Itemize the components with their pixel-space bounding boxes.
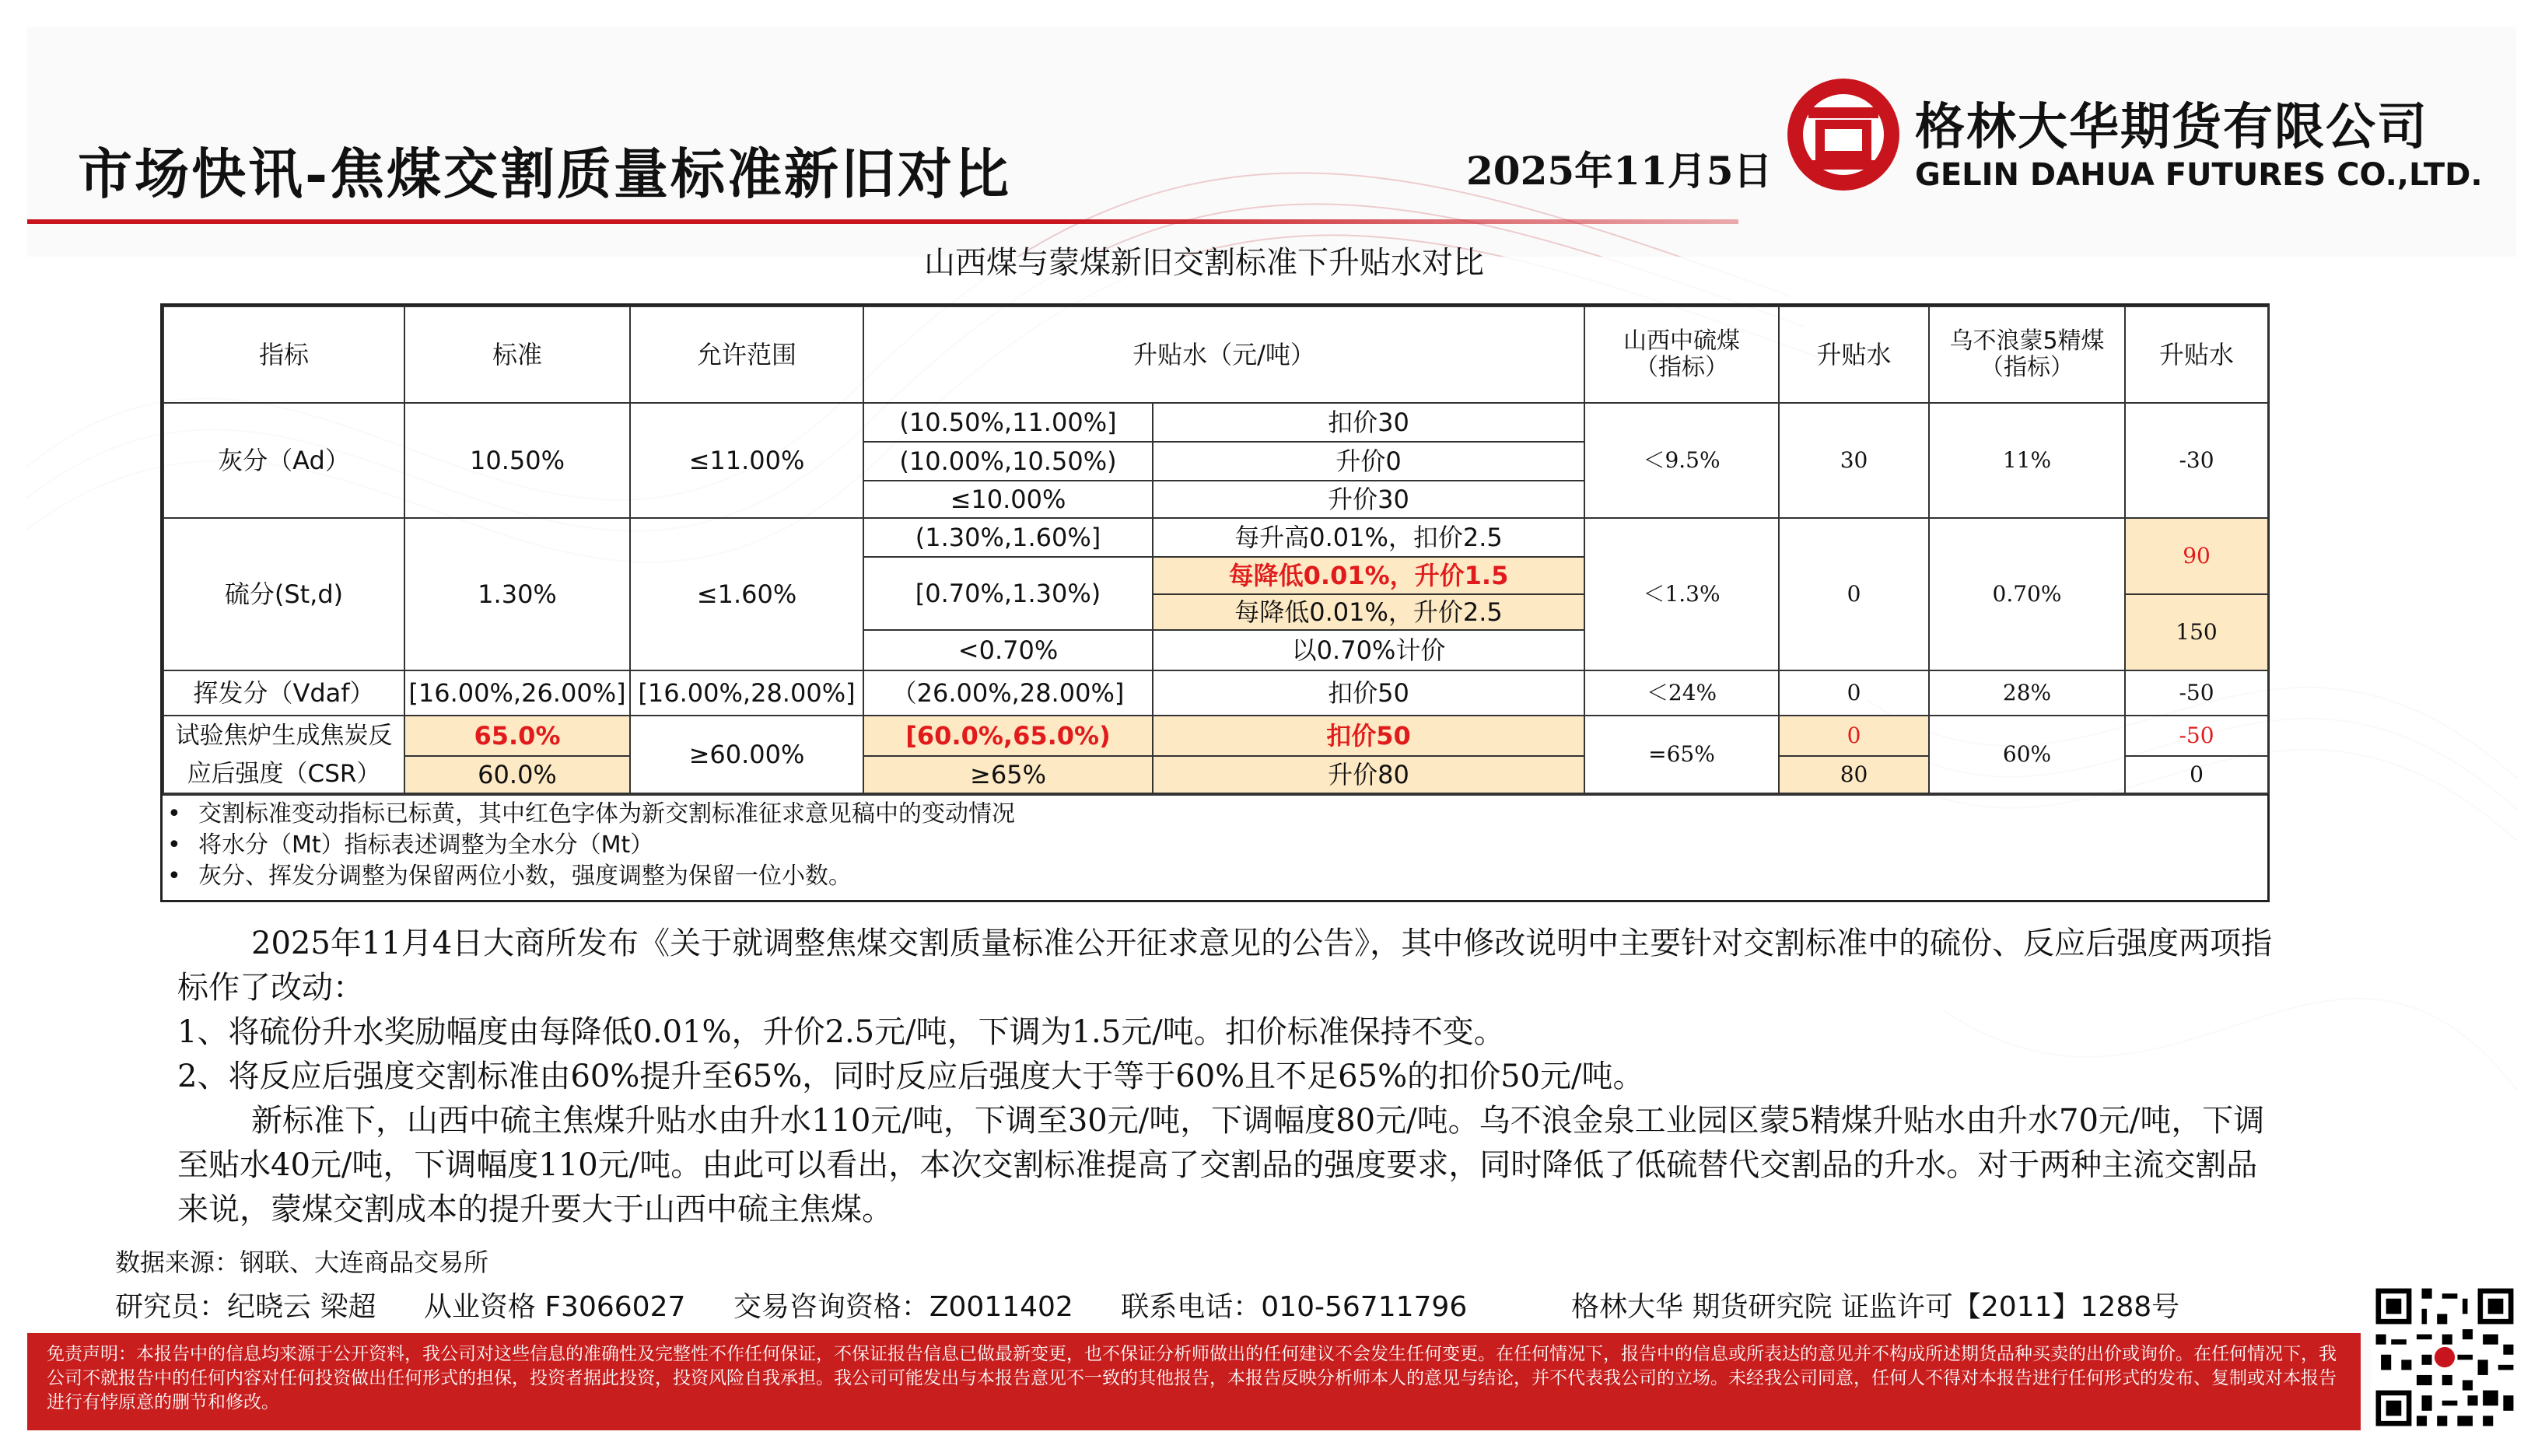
researchers: 研究员：纪晓云 梁超 — [115, 1291, 376, 1323]
volatile-name: 挥发分（Vdaf） — [163, 670, 404, 716]
volatile-standard: [16.00%,26.00%] — [404, 670, 630, 716]
ash-rule-2: 升价0 — [1153, 442, 1584, 481]
qr-code-icon[interactable] — [2371, 1283, 2519, 1431]
ash-rule-1: 扣价30 — [1153, 403, 1584, 442]
csr-rule-2: 升价80 — [1153, 756, 1584, 793]
header-mongolia-premium: 升贴水 — [2125, 306, 2268, 403]
volatile-interval: （26.00%,28.00%] — [863, 670, 1153, 716]
table-row-volatile — [163, 670, 2268, 716]
csr-shanxi-premium-old: 80 — [1779, 756, 1929, 793]
table-title: 山西煤与蒙煤新旧交割标准下升贴水对比 — [924, 245, 1484, 281]
ash-rule-3: 升价30 — [1153, 481, 1584, 518]
ash-interval-3: ≤10.00% — [863, 481, 1153, 518]
sulfur-rule-1: 每升高0.01%，扣价2.5 — [1153, 518, 1584, 557]
sulfur-rule-3: 以0.70%计价 — [1153, 630, 1584, 670]
volatile-mongolia-premium: -50 — [2125, 670, 2268, 716]
csr-standard-old: 60.0% — [404, 756, 630, 793]
csr-range: ≥60.00% — [630, 716, 863, 793]
csr-rule-1: 扣价50 — [1153, 716, 1584, 756]
paragraph-change-1: 1、将硫份升水奖励幅度由每降低0.01%，升价2.5元/吨，下调为1.5元/吨。扣价标准保持不变。 — [177, 1014, 1505, 1050]
note-item: • 将水分（Mt）指标表述调整为全水分（Mt） — [167, 830, 2267, 861]
report-title: 市场快讯-焦煤交割质量标准新旧对比 — [78, 142, 1012, 206]
ash-shanxi-premium: 30 — [1779, 403, 1929, 518]
company-logo — [1785, 76, 1902, 193]
header-mongolia: 乌不浪蒙5精煤 （指标） — [1929, 306, 2125, 403]
table-row-csr-1 — [163, 716, 2268, 756]
ash-mongolia-premium: -30 — [2125, 403, 2268, 518]
header-indicator: 指标 — [163, 306, 404, 403]
header-range: 允许范围 — [630, 306, 863, 403]
header-shanxi-premium: 升贴水 — [1779, 306, 1929, 403]
table-row-sulfur-1 — [163, 518, 2268, 557]
csr-standard-new: 65.0% — [404, 716, 630, 756]
header-premium: 升贴水（元/吨） — [863, 306, 1584, 403]
table-header-row — [163, 306, 2268, 403]
note-item: • 灰分、挥发分调整为保留两位小数，强度调整为保留一位小数。 — [167, 861, 2267, 892]
institute-license: 格林大华 期货研究院 证监许可【2011】1288号 — [1571, 1291, 2180, 1323]
analysis-text — [177, 922, 2277, 1232]
sulfur-interval-1: (1.30%,1.60%] — [863, 518, 1153, 557]
contact-phone: 联系电话：010-56711796 — [1121, 1291, 1468, 1323]
sulfur-interval-2: [0.70%,1.30%) — [863, 557, 1153, 630]
volatile-mongolia: 28% — [1929, 670, 2125, 716]
csr-interval-2: ≥65% — [863, 756, 1153, 793]
header-divider — [27, 219, 1738, 224]
comparison-table — [160, 303, 2270, 902]
sulfur-mongolia: 0.70% — [1929, 518, 2125, 670]
volatile-shanxi: ＜24% — [1584, 670, 1779, 716]
sulfur-shanxi: ＜1.3% — [1584, 518, 1779, 670]
ash-shanxi: ＜9.5% — [1584, 403, 1779, 518]
header-shanxi: 山西中硫煤 （指标） — [1584, 306, 1779, 403]
ash-interval-1: (10.50%,11.00%] — [863, 403, 1153, 442]
csr-mongolia-premium-new: -50 — [2125, 716, 2268, 756]
volatile-shanxi-premium: 0 — [1779, 670, 1929, 716]
qualification: 从业资格 F3066027 — [423, 1291, 686, 1323]
paragraph-intro: 2025年11月4日大商所发布《关于就调整焦煤交割质量标准公开征求意见的公告》，其中修改说明中主要针对交割标准中的硫份、反应后强度两项指标作了改动： — [177, 926, 2273, 1006]
paragraph-change-2: 2、将反应后强度交割标准由60%提升至65%，同时反应后强度大于等于60%且不足65%的扣价50元/吨。 — [177, 1059, 1644, 1094]
ash-name: 灰分（Ad） — [163, 403, 404, 518]
report-date: 2025年11月5日 — [1466, 148, 1773, 194]
table-row-ash-1 — [163, 403, 2268, 442]
csr-mongolia: 60% — [1929, 716, 2125, 793]
sulfur-name: 硫分(St,d) — [163, 518, 404, 670]
table-notes — [163, 794, 2267, 892]
note-item: • 交割标准变动指标已标黄，其中红色字体为新交割标准征求意见稿中的变动情况 — [167, 799, 2267, 830]
ash-interval-2: (10.00%,10.50%) — [863, 442, 1153, 481]
sulfur-range: ≤1.60% — [630, 518, 863, 670]
paragraph-conclusion: 新标准下，山西中硫主焦煤升贴水由升水110元/吨，下调至30元/吨，下调幅度80元/吨。乌不浪金泉工业园区蒙5精煤升贴水由升水70元/吨，下调至贴水40元/吨，下调幅度110元/吨。由此可以看出，本次交割标准提高了交割品的强度要求，同时降低了低硫替代交割品的升水。对于两种主流交割品来说，蒙煤交割成本的提升要大于山西中硫主焦煤。 — [177, 1103, 2265, 1227]
sulfur-standard: 1.30% — [404, 518, 630, 670]
csr-shanxi-premium-new: 0 — [1779, 716, 1929, 756]
sulfur-mongolia-premium-old: 150 — [2125, 594, 2268, 670]
company-name-en: GELIN DAHUA FUTURES CO.,LTD. — [1915, 157, 2483, 193]
data-source: 数据来源：钢联、大连商品交易所 — [115, 1248, 489, 1277]
company-name-cn: 格林大华期货有限公司 — [1915, 99, 2428, 156]
csr-mongolia-premium-old: 0 — [2125, 756, 2268, 793]
volatile-range: [16.00%,28.00%] — [630, 670, 863, 716]
disclaimer: 免责声明：本报告中的信息均来源于公开资料，我公司对这些信息的准确性及完整性不作任何保证，不保证报告信息已做最新变更，也不保证分析师做出的任何建议不会发生任何变更。在任何情况下，报告中的信息或所表达的意见并不构成所述期货品种买卖的出价或询价。在任何情况下，我公司不就报告中的任何内容对任何投资做出任何形式的担保，投资者据此投资，投资风险自我承担。我公司可能发出与本报告意见不一致的其他报告，本报告反映分析师本人的意见与结论，并不代表我公司的立场。未经我公司同意，任何人不得对本报告进行任何形式的发布、复制或对本报告进行有悖原意的删节和修改。 — [27, 1333, 2361, 1430]
sulfur-shanxi-premium: 0 — [1779, 518, 1929, 670]
csr-interval-1: [60.0%,65.0%) — [863, 716, 1153, 756]
consult-qualification: 交易咨询资格：Z0011402 — [733, 1291, 1073, 1323]
ash-standard: 10.50% — [404, 403, 630, 518]
ash-range: ≤11.00% — [630, 403, 863, 518]
sulfur-rule-2-old: 每降低0.01%，升价2.5 — [1153, 594, 1584, 630]
header-standard: 标准 — [404, 306, 630, 403]
volatile-rule: 扣价50 — [1153, 670, 1584, 716]
researcher-info — [115, 1285, 1506, 1325]
sulfur-interval-3: <0.70% — [863, 630, 1153, 670]
csr-name-line2: 应后强度（CSR） — [163, 756, 404, 793]
sulfur-mongolia-premium-new: 90 — [2125, 518, 2268, 594]
ash-mongolia: 11% — [1929, 403, 2125, 518]
csr-name-line1: 试验焦炉生成焦炭反 — [163, 716, 404, 756]
sulfur-rule-2-new: 每降低0.01%，升价1.5 — [1153, 557, 1584, 594]
csr-shanxi: =65% — [1584, 716, 1779, 793]
